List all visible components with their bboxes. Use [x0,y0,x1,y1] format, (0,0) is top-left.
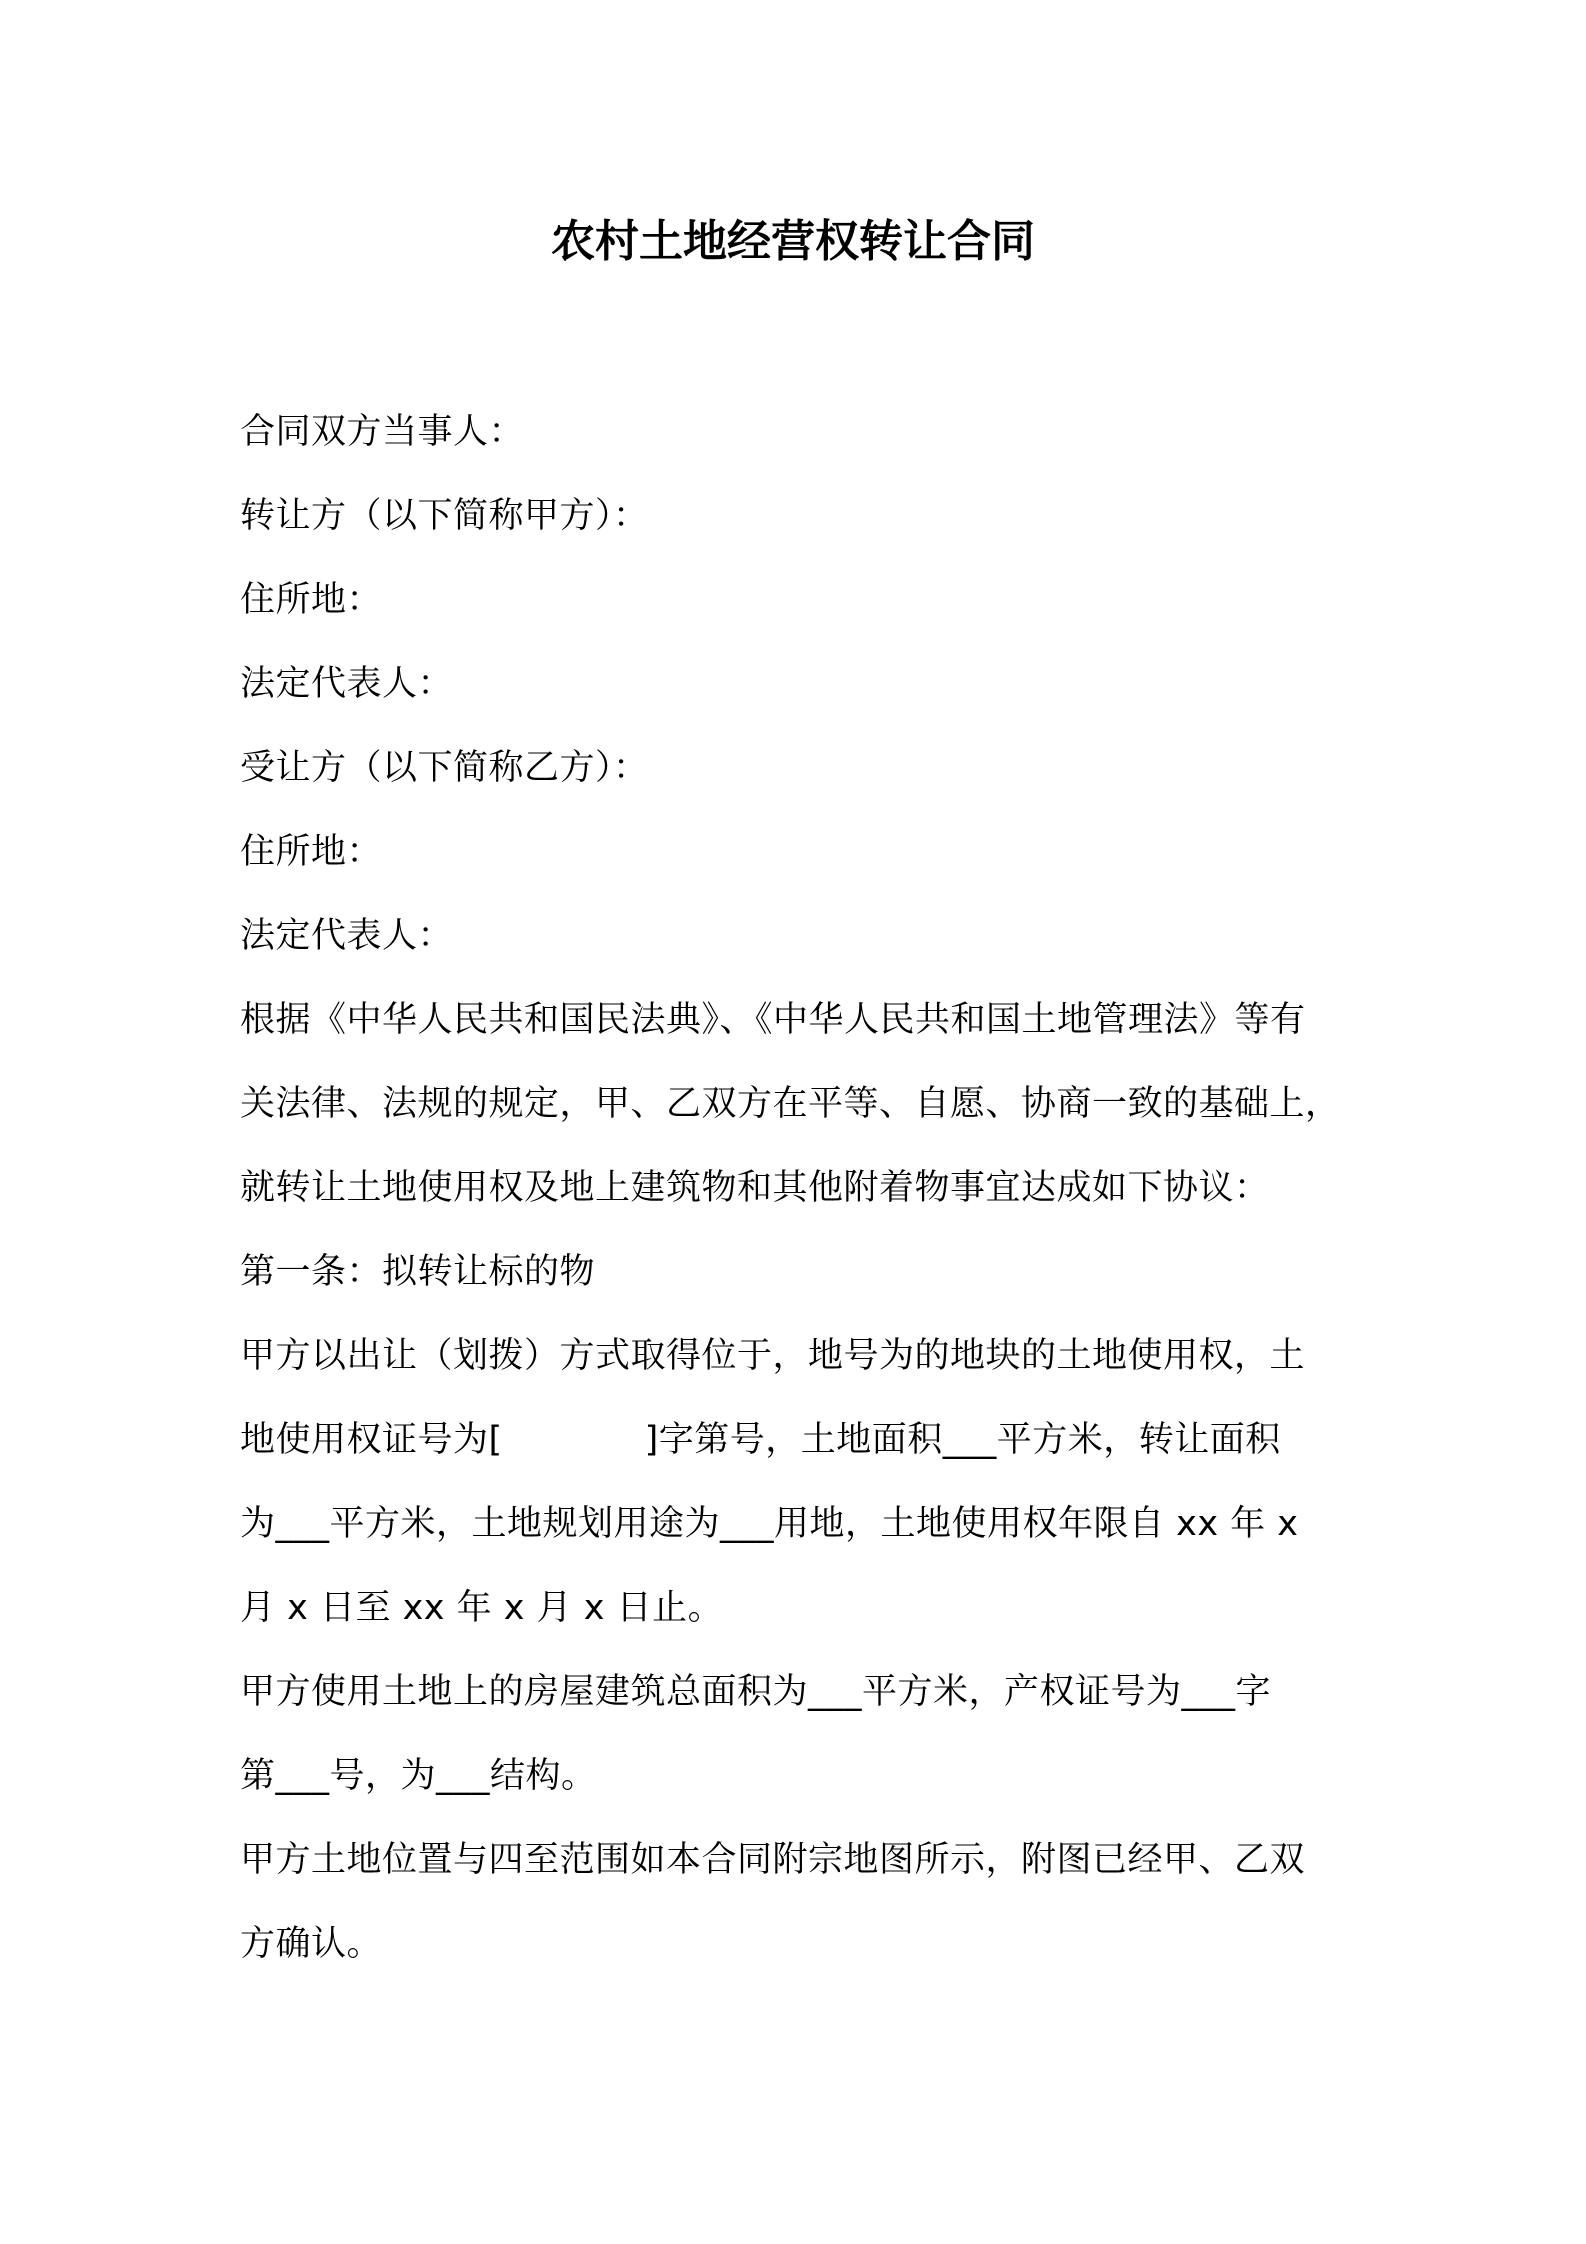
article-1-heading: 第一条：拟转让标的物 [240,1252,596,1292]
location-line-1: 甲方土地位置与四至范围如本合同附宗地图所示，附图已经甲、乙双 [240,1840,1306,1880]
preamble-line-2: 关法律、法规的规定，甲、乙双方在平等、自愿、协商一致的基础上， [240,1084,1341,1124]
transferor-line: 转让方（以下简称甲方）： [240,496,649,536]
article-1-line-2: 地使用权证号为[ ]字第号，土地面积___平方米，转让面积 [240,1420,1281,1460]
document-title: 农村土地经营权转让合同 [551,216,1035,267]
transferee-address-line: 住所地： [240,832,383,872]
preamble-line-1: 根据《中华人民共和国民法典》、《中华人民共和国土地管理法》等有 [240,1000,1306,1040]
article-1-line-4: 月 x 日至 xx 年 x 月 x 日止。 [240,1588,724,1628]
preamble-line-3: 就转让土地使用权及地上建筑物和其他附着物事宜达成如下协议： [240,1168,1270,1208]
transferor-representative-line: 法定代表人： [240,664,454,704]
location-line-2: 方确认。 [240,1924,383,1964]
parties-heading: 合同双方当事人： [240,412,525,452]
building-line-2: 第___号，为___结构。 [240,1756,597,1796]
transferee-representative-line: 法定代表人： [240,916,454,956]
transferee-line: 受让方（以下简称乙方）： [240,748,649,788]
article-1-line-1: 甲方以出让（划拨）方式取得位于，地号为的地块的土地使用权，土 [240,1336,1306,1376]
article-1-line-3: 为___平方米，土地规划用途为___用地，土地使用权年限自 xx 年 x [240,1504,1299,1544]
building-line-1: 甲方使用土地上的房屋建筑总面积为___平方米，产权证号为___字 [240,1672,1272,1712]
transferor-address-line: 住所地： [240,580,383,620]
